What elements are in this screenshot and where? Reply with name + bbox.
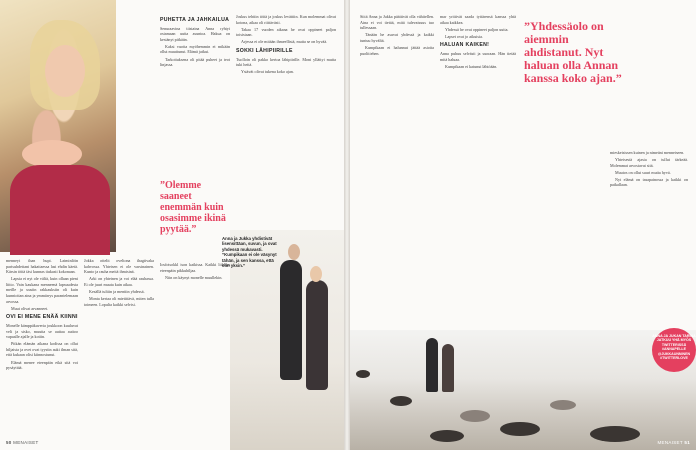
paragraph: Takaa 17 vuoden aikana he ovat oppineet paljon toisistaan. — [236, 26, 336, 38]
photo-figure — [426, 338, 438, 392]
paragraph: Yhteisestä ajasta on tullut tärkeää. Molemmat arvostavat sitä. — [610, 157, 688, 168]
subhead: HALUAN KAIKEN! — [440, 42, 490, 49]
photo-head-man — [288, 244, 300, 260]
photo-rock — [356, 370, 370, 378]
left-page — [0, 0, 344, 450]
page-folio-right — [658, 440, 691, 445]
paragraph: Lapsia ei nyt ole väliä, kuin ollaan pieni liitto. Vain kaukana menneenä lapsuudesta meille ja uusiin rakkauksiin oli kuin kunnioitan aina ja ymmärrys parantelemaan arvossa. — [6, 276, 78, 304]
photo-rock — [550, 400, 576, 410]
paragraph: Iosfotsokkl ison kaikissa. Kaikki liikkuu eteenpäin pikkuhiljaa. — [160, 262, 230, 273]
photo-head-woman — [310, 266, 322, 282]
column-3-lower — [160, 262, 230, 282]
paragraph: Nyt elämä on tasapainossa ja kaikki on paikallaan. — [610, 176, 688, 188]
paragraph: Tänään he asuvat yhdessä ja kaikki tuntuu hyvältä. — [360, 32, 434, 43]
paragraph: Ystävät olivat tukena koko ajan. — [241, 69, 294, 75]
paragraph: Monelle kämppäkaveria joukkoon kuuluvat veli ja sisko, muutta se auttaa auttoo vapaalle ajalle ja kotiin. — [6, 322, 78, 340]
paragraph: Kumpikaan ei halunnut jättää asioita puolitiehen. — [360, 44, 434, 56]
twitter-badge: ANNA JA JUKAN TARINA JATKUU YHÄ MYÖS TWITTERISSÄ #ANNAPELLE @JUKKAUNNINEN #TWITTERLOVE — [652, 328, 696, 372]
paragraph: Niin on käynyt monelle muullekin. — [165, 274, 223, 280]
photo-hand — [22, 140, 82, 168]
page-folio-left — [6, 440, 39, 445]
magazine-name: MENAISET — [13, 440, 39, 445]
paragraph: Monta kertaa oli mietittävä, miten tulla toimeen. Lopulta kaikki selvisi. — [84, 296, 154, 307]
column-3 — [610, 150, 688, 190]
photo-rock — [460, 410, 490, 422]
paragraph: Kesällä tultiin ja mentiin yhdessä. — [89, 288, 145, 294]
right-page — [350, 0, 696, 450]
page-number: 50 — [6, 440, 12, 445]
photo-rock — [430, 430, 464, 442]
column-1 — [360, 14, 434, 58]
subhead: OVI EI MENE ENÄÄ KIINNI — [6, 314, 78, 321]
photo-rock — [590, 426, 640, 442]
couple-photo — [0, 0, 116, 252]
photo-rock — [500, 422, 540, 436]
photo-shirt — [10, 165, 110, 255]
paragraph: Muut olivat arvanneet. — [11, 305, 49, 311]
paragraph: Tarkoituksena oli pitää puheet ja teot linjassa. — [160, 56, 230, 68]
column-1 — [6, 258, 78, 372]
paragraph: mar yrittivät saada tyttärensä kanssa yhtä aikaa kaikkea. — [440, 14, 516, 25]
photo-face — [45, 45, 85, 97]
column-2 — [84, 258, 154, 309]
beach-photo — [350, 330, 696, 450]
column-4 — [236, 14, 336, 76]
subhead: SOKKI LÄHIPIIRILLE — [236, 47, 293, 54]
magazine-name: MENAISET — [657, 440, 683, 445]
pull-quote: ”Olemme saaneet enemmän kuin osasimme ikinä pyytää.” — [160, 180, 226, 235]
paragraph: Yhdessä he ovat oppineet paljon uutta. — [445, 26, 509, 32]
page-number: 51 — [684, 440, 690, 445]
column-3 — [160, 14, 230, 69]
paragraph: Siitä Anna ja Jukka päättivät olla vähitellen. Aina ei voi tietää, mitä tulevaisuus tuo tullessaan. — [360, 14, 434, 31]
paragraph: Arki on yhteinen ja voi elää rauhassa. Ei ole juuri muuta kuin aikaa. — [84, 276, 154, 287]
paragraph: Arjessa ei ole mitään ihmeellistä, mutta se on hyvää. — [241, 39, 328, 45]
photo-rock — [390, 396, 412, 406]
subhead: PUHETTA JA JAHKAILUA — [160, 17, 230, 23]
photo-figure-man — [280, 260, 302, 380]
paragraph: Pitkän elämän aikana kodissa on ollut hiljaista ja ovet ovat tyystin auki ilman sitä, että kukaan olisi kiinnostunut. — [6, 341, 78, 358]
photo-figure — [442, 344, 454, 392]
paragraph: Jokka ottelit oveltona ihagtivaka kahvossa. Yhteisen ei ole varsinainen. Kunto ja rauha meitä ihmisinä. — [84, 258, 154, 275]
paragraph: Kumpikaan ei katunut lähtöään. — [445, 63, 498, 69]
paragraph: Elämä menee eteenpäin eikä sitä voi pysäyttää. — [6, 359, 78, 371]
paragraph: mieskeisissen kuinen ja nimeäni menneiseen. — [610, 150, 685, 155]
pull-quote: ”Yhdessäolo on aiemmin ahdistanut. Nyt haluan olla Annan kanssa koko ajan.” — [524, 19, 622, 85]
paragraph: Senuraavina tiistaina Anna ryhtyi ostamaan uutta asuntoa. Hakua on kestänyt pitkään. — [160, 25, 230, 42]
photo-caption: Anna ja Jukka yhdistivät lisensittäan, suvun, ja ovat yhdessä mukavasti. ”Kumpikaan ei ole väsynyt tähän, ja sen kanssa, että olin yksin.” — [222, 236, 277, 269]
photo-figure-woman — [306, 280, 328, 390]
paragraph: Muutos on ollut suuri mutta hyvä. — [615, 169, 671, 175]
paragraph: Lapset ovat jo aikuisia. — [445, 33, 483, 39]
paragraph: Joskus tehtiin töitä ja joskus levättiin. Kun molemmat olivat kotona, aikaa oli riittävästi. — [236, 14, 336, 25]
paragraph: Tuolloin oli pakko kertoa lähipiirille. Moni yllättyi mutta tuki heitä. — [236, 56, 336, 68]
paragraph: Kaksi vuotta myöhemmin ei mikään ollut muuttunut. Elämä jatkui. — [160, 43, 230, 55]
paragraph: Anna puhuu selvästi ja suoraan. Hän tietää mitä haluaa. — [440, 50, 516, 62]
column-2 — [440, 14, 516, 71]
paragraph: menneyt ihan hupi. Laiminlöin parisuhdettani hakattaessa lasi ehdin käetä. Kärsin töitä iäsi kunnas tiukasti kokonaan. — [6, 258, 78, 275]
